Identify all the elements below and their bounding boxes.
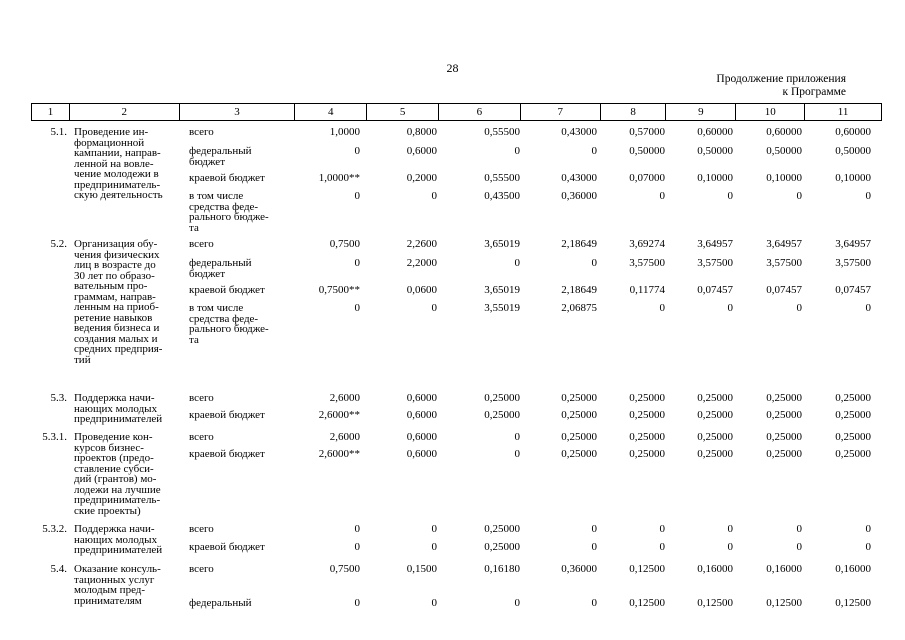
table-cell-value: 0,25000 [835,431,871,443]
table-cell-value: 0 [431,523,437,535]
funding-source: всего [189,523,214,535]
row-title: Организация обу- чения физических лиц в возрасте до 30 лет по образо- вательным про- граммам, направ- ленным на приоб- ретение навыков ведения бизнеса и создания малых и средних предприя- тий [74,238,163,366]
table-cell-value: 2,6000** [318,448,360,460]
table-cell-value: 0,25000 [697,431,733,443]
table-cell-value: 0 [514,145,520,157]
table-cell-value: 3,65019 [484,238,520,250]
column-header-4: 4 [295,104,367,120]
row-number: 5.3.1. [42,431,67,443]
table-cell-value: 0 [865,302,871,314]
table-cell-value: 0,25000 [561,431,597,443]
table-cell-value: 0,0600 [406,284,437,296]
table-cell-value: 0,60000 [697,126,733,138]
funding-source: краевой бюджет [189,409,265,421]
table-cell-value: 0,16000 [697,563,733,575]
continuation-line-2: к Программе [782,86,846,98]
table-cell-value: 0,50000 [766,145,802,157]
funding-source: федеральный бюджет [189,145,252,168]
table-cell-value: 0,25000 [629,409,665,421]
table-cell-value: 3,64957 [766,238,802,250]
funding-source: в том числе средства феде- рального бюдже- та [189,302,269,346]
table-cell-value: 0,6000 [406,448,437,460]
column-header-7: 7 [521,104,601,120]
table-cell-value: 0,7500** [318,284,360,296]
table-cell-value: 0,25000 [697,448,733,460]
table-cell-value: 2,6000 [329,431,360,443]
funding-source: всего [189,431,214,443]
table-cell-value: 0,7500 [329,238,360,250]
table-cell-value: 0 [354,541,360,553]
row-number: 5.4. [50,563,67,575]
funding-source: краевой бюджет [189,448,265,460]
table-cell-value: 0 [796,190,802,202]
table-cell-value: 3,64957 [835,238,871,250]
table-cell-value: 0 [659,190,665,202]
table-cell-value: 0 [591,541,597,553]
table-cell-value: 0,25000 [697,392,733,404]
table-cell-value: 0,25000 [697,409,733,421]
table-cell-value: 0 [431,302,437,314]
column-header-2: 2 [70,104,180,120]
table-cell-value: 0 [514,431,520,443]
table-cell-value: 0 [659,302,665,314]
table-cell-value: 0,2000 [406,172,437,184]
funding-source: федеральный [189,597,252,609]
table-cell-value: 0,43500 [484,190,520,202]
table-cell-value: 3,55019 [484,302,520,314]
table-cell-value: 0 [865,523,871,535]
table-cell-value: 0,50000 [629,145,665,157]
table-cell-value: 0 [659,523,665,535]
funding-source: всего [189,392,214,404]
column-header-9: 9 [666,104,736,120]
table-cell-value: 3,57500 [835,257,871,269]
table-cell-value: 0,25000 [561,392,597,404]
table-cell-value: 2,18649 [561,284,597,296]
table-cell-value: 3,57500 [766,257,802,269]
table-cell-value: 0 [431,597,437,609]
column-header-3: 3 [180,104,296,120]
table-cell-value: 3,57500 [697,257,733,269]
table-cell-value: 0,8000 [406,126,437,138]
table-cell-value: 0,25000 [766,392,802,404]
table-cell-value: 0,6000 [406,145,437,157]
table-cell-value: 0 [354,257,360,269]
funding-source: всего [189,563,214,575]
table-cell-value: 0,10000 [697,172,733,184]
table-cell-value: 0 [727,302,733,314]
table-cell-value: 0,11774 [629,284,665,296]
row-number: 5.1. [50,126,67,138]
table-cell-value: 0,25000 [766,409,802,421]
table-cell-value: 0,25000 [835,448,871,460]
table-cell-value: 1,0000** [318,172,360,184]
table-cell-value: 0,25000 [629,431,665,443]
continuation-line-1: Продолжение приложения [716,73,846,85]
table-cell-value: 3,65019 [484,284,520,296]
funding-source: краевой бюджет [189,172,265,184]
funding-source: всего [189,126,214,138]
table-cell-value: 0,25000 [484,409,520,421]
table-cell-value: 1,0000 [329,126,360,138]
table-cell-value: 0 [591,257,597,269]
table-cell-value: 0 [727,541,733,553]
table-cell-value: 0,10000 [835,172,871,184]
table-cell-value: 0,43000 [561,126,597,138]
table-cell-value: 0 [354,145,360,157]
table-cell-value: 0,36000 [561,190,597,202]
row-number: 5.2. [50,238,67,250]
table-cell-value: 0,25000 [766,448,802,460]
table-header-row [31,103,882,121]
table-cell-value: 0,16180 [484,563,520,575]
table-cell-value: 0,57000 [629,126,665,138]
table-cell-value: 0,16000 [766,563,802,575]
table-cell-value: 0 [431,541,437,553]
funding-source: федеральный бюджет [189,257,252,280]
table-cell-value: 0,43000 [561,172,597,184]
table-cell-value: 0 [727,190,733,202]
table-cell-value: 2,18649 [561,238,597,250]
table-cell-value: 0,25000 [629,392,665,404]
table-cell-value: 0 [354,302,360,314]
table-cell-value: 0,25000 [484,523,520,535]
funding-source: в том числе средства феде- рального бюдже- та [189,190,269,234]
table-cell-value: 0 [591,597,597,609]
table-cell-value: 0,10000 [766,172,802,184]
row-number: 5.3.2. [42,523,67,535]
table-cell-value: 0,60000 [835,126,871,138]
table-cell-value: 0,25000 [629,448,665,460]
table-cell-value: 0,55500 [484,126,520,138]
table-cell-value: 0 [354,190,360,202]
table-cell-value: 0,12500 [697,597,733,609]
column-header-10: 10 [736,104,805,120]
table-cell-value: 0,16000 [835,563,871,575]
row-title: Поддержка начи- нающих молодых предпринимателей [74,523,163,556]
table-cell-value: 0,12500 [766,597,802,609]
page-number: 28 [446,61,459,75]
table-cell-value: 0,50000 [697,145,733,157]
table-cell-value: 0 [591,523,597,535]
funding-source: краевой бюджет [189,284,265,296]
table-cell-value: 0,25000 [561,448,597,460]
table-cell-value: 0,6000 [406,431,437,443]
table-cell-value: 0,12500 [629,563,665,575]
table-cell-value: 0,36000 [561,563,597,575]
row-title: Поддержка начи- нающих молодых предпринимателей [74,392,163,425]
table-cell-value: 0 [865,541,871,553]
table-cell-value: 0,12500 [835,597,871,609]
row-number: 5.3. [50,392,67,404]
table-cell-value: 3,69274 [629,238,665,250]
table-cell-value: 0 [796,523,802,535]
table-cell-value: 2,06875 [561,302,597,314]
table-cell-value: 3,64957 [697,238,733,250]
column-header-5: 5 [367,104,439,120]
row-title: Проведение кон- курсов бизнес- проектов (предо- ставление субси- дий (грантов) мо- лодежи на лучшие предприниматель- ские проекты) [74,431,161,517]
column-header-1: 1 [32,104,70,120]
table-cell-value: 0 [796,302,802,314]
table-cell-value: 0 [354,597,360,609]
table-cell-value: 0,07000 [629,172,665,184]
table-cell-value: 0,1500 [406,563,437,575]
table-cell-value: 0 [727,523,733,535]
table-cell-value: 0 [431,190,437,202]
table-cell-value: 0,12500 [629,597,665,609]
table-cell-value: 0 [514,448,520,460]
table-cell-value: 2,6000 [329,392,360,404]
table-cell-value: 0 [796,541,802,553]
table-cell-value: 0 [659,541,665,553]
table-cell-value: 2,2000 [406,257,437,269]
table-cell-value: 0,6000 [406,392,437,404]
column-header-8: 8 [601,104,667,120]
table-cell-value: 0,07457 [766,284,802,296]
table-cell-value: 0 [591,145,597,157]
table-cell-value: 0,6000 [406,409,437,421]
table-cell-value: 0 [865,190,871,202]
column-header-11: 11 [837,106,849,118]
table-cell-value: 2,2600 [406,238,437,250]
table-cell-value: 0,07457 [835,284,871,296]
row-title: Проведение ин- формационной кампании, направ- ленной на вовле- чение молодежи в предприниматель- скую деятельность [74,126,163,201]
table-cell-value: 0,50000 [835,145,871,157]
table-cell-value: 2,6000** [318,409,360,421]
table-cell-value: 0,07457 [697,284,733,296]
column-header-6: 6 [439,104,521,120]
table-cell-value: 0,25000 [484,541,520,553]
table-cell-value: 0,25000 [484,392,520,404]
row-title: Оказание консуль- тационных услуг молодым пред- принимателям [74,563,161,607]
table-cell-value: 0 [514,257,520,269]
table-cell-value: 0,60000 [766,126,802,138]
table-cell-value: 0 [354,523,360,535]
table-cell-value: 0 [514,597,520,609]
table-cell-value: 0,25000 [835,392,871,404]
table-cell-value: 0,55500 [484,172,520,184]
table-cell-value: 0,7500 [329,563,360,575]
table-cell-value: 3,57500 [629,257,665,269]
funding-source: всего [189,238,214,250]
table-cell-value: 0,25000 [561,409,597,421]
funding-source: краевой бюджет [189,541,265,553]
table-cell-value: 0,25000 [766,431,802,443]
continuation-caption [716,73,846,99]
table-cell-value: 0,25000 [835,409,871,421]
